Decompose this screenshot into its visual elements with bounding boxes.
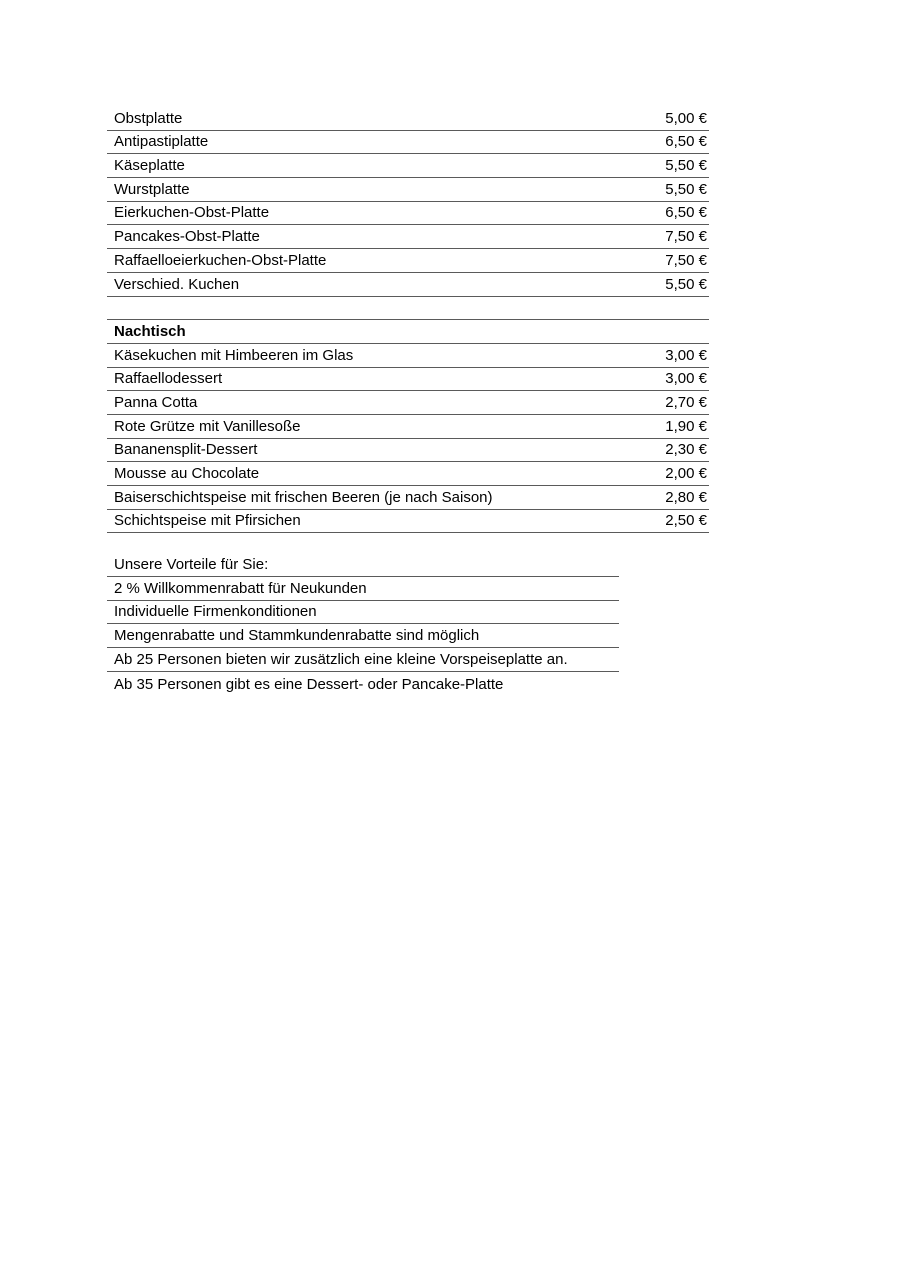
benefits-title: Unsere Vorteile für Sie: <box>114 556 269 574</box>
item-name: Raffaelloeierkuchen-Obst-Platte <box>114 251 327 269</box>
item-price: 2,30 € <box>665 441 707 459</box>
benefits-title-row <box>107 553 619 577</box>
menu-row <box>107 178 709 202</box>
item-name: Käsekuchen mit Himbeeren im Glas <box>114 346 354 364</box>
item-price: 5,50 € <box>665 157 707 175</box>
menu-row <box>107 486 709 510</box>
item-price: 5,50 € <box>665 180 707 198</box>
menu-row <box>107 368 709 392</box>
item-name: Käseplatte <box>114 157 185 175</box>
menu-row <box>107 273 709 297</box>
item-price: 1,90 € <box>665 417 707 435</box>
item-price: 2,00 € <box>665 465 707 482</box>
benefit-row <box>107 624 619 648</box>
item-price: 2,70 € <box>665 393 707 411</box>
benefit-text: 2 % Willkommenrabatt für Neukunden <box>114 579 367 597</box>
benefits-table <box>107 553 619 695</box>
item-price: 6,50 € <box>665 133 707 151</box>
benefit-row <box>107 577 619 601</box>
item-name: Raffaellodessert <box>114 370 223 388</box>
item-price: 6,50 € <box>665 204 707 222</box>
menu-row <box>107 415 709 439</box>
item-price: 3,00 € <box>665 346 707 364</box>
item-name: Mousse au Chocolate <box>114 465 260 482</box>
item-price: 3,00 € <box>665 370 707 388</box>
benefit-text: Mengenrabatte und Stammkundenrabatte sind möglich <box>114 627 480 645</box>
item-price: 5,00 € <box>665 109 707 127</box>
platters-price-table <box>107 107 709 297</box>
menu-row <box>107 439 709 463</box>
menu-row <box>107 249 709 273</box>
item-price: 2,50 € <box>665 512 707 530</box>
benefit-row <box>107 601 619 625</box>
menu-row <box>107 391 709 415</box>
menu-row <box>107 510 709 534</box>
item-name: Bananensplit-Dessert <box>114 441 258 459</box>
menu-row <box>107 202 709 226</box>
section-title: Nachtisch <box>114 322 186 340</box>
menu-row <box>107 462 709 486</box>
item-name: Obstplatte <box>114 109 183 127</box>
benefit-row <box>107 648 619 672</box>
item-price: 2,80 € <box>665 488 707 506</box>
desserts-section-header <box>107 320 709 344</box>
menu-row <box>107 344 709 368</box>
menu-row <box>107 107 709 131</box>
desserts-price-table <box>107 320 709 533</box>
menu-row <box>107 131 709 155</box>
menu-row <box>107 154 709 178</box>
benefit-row <box>107 672 619 696</box>
menu-content <box>107 107 709 696</box>
item-name: Verschied. Kuchen <box>114 275 240 293</box>
benefit-text: Individuelle Firmenkonditionen <box>114 603 317 621</box>
item-name: Eierkuchen-Obst-Platte <box>114 204 270 222</box>
item-name: Schichtspeise mit Pfirsichen <box>114 512 301 530</box>
benefit-text: Ab 25 Personen bieten wir zusätzlich eine kleine Vorspeiseplatte an. <box>114 650 568 668</box>
empty-ruled-row <box>107 297 709 321</box>
item-price: 7,50 € <box>665 251 707 269</box>
item-name: Baiserschichtspeise mit frischen Beeren (je nach Saison) <box>114 488 493 506</box>
menu-row <box>107 225 709 249</box>
item-name: Pancakes-Obst-Platte <box>114 228 260 246</box>
item-name: Rote Grütze mit Vanillesoße <box>114 417 301 435</box>
item-price: 7,50 € <box>665 228 707 246</box>
section-gap <box>107 533 709 553</box>
item-price: 5,50 € <box>665 275 707 293</box>
item-name: Antipastiplatte <box>114 133 209 151</box>
item-name: Wurstplatte <box>114 180 190 198</box>
item-name: Panna Cotta <box>114 393 198 411</box>
benefit-text: Ab 35 Personen gibt es eine Dessert- oder Pancake-Platte <box>114 675 504 693</box>
